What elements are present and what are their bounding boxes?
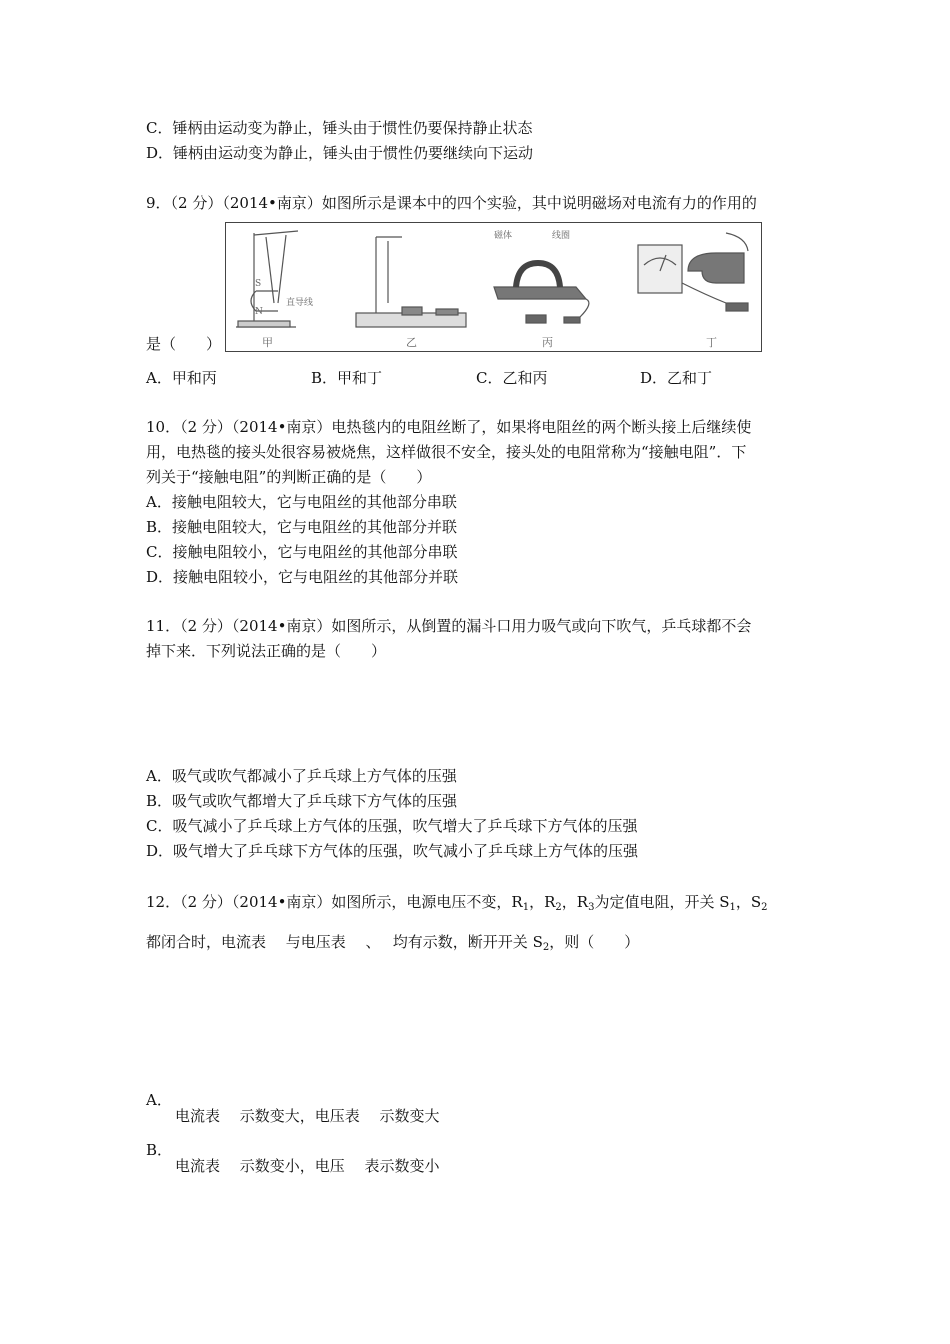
figure-text-s-pole: S: [255, 279, 262, 289]
q9-option-c: C．乙和丙: [476, 369, 548, 387]
figure-label-jia: 甲: [262, 336, 273, 349]
figure-text-wire: 直导线: [286, 298, 314, 308]
q11-option-a: A．吸气或吹气都减小了乒乓球上方气体的压强: [146, 767, 457, 785]
q12-option-a-text: 电流表 示数变大，电压表 示数变大: [175, 1107, 440, 1125]
q10-line-3: 列关于“接触电阻”的判断正确的是（ ）: [146, 468, 432, 486]
q9-stem: 9．（2 分）（2014•南京）如图所示是课本中的四个实验，其中说明磁场对电流有力的作用的: [146, 194, 757, 212]
q11-option-b: B．吸气或吹气都增大了乒乓球下方气体的压强: [146, 792, 458, 810]
q12-option-b-letter: B．: [146, 1141, 173, 1159]
q11-option-d: D．吸气增大了乒乓球下方气体的压强，吹气减小了乒乓球上方气体的压强: [146, 842, 639, 860]
figure-text-coil: 线圈: [552, 231, 571, 241]
q8-option-d: D．锤柄由运动变为静止，锤头由于惯性仍要继续向下运动: [146, 144, 534, 162]
q12-option-b-text: 电流表 示数变小，电压 表示数变小: [175, 1157, 440, 1175]
q11-line-2: 掉下来．下列说法正确的是（ ）: [146, 642, 387, 660]
q10-option-d: D．接触电阻较小，它与电阻丝的其他部分并联: [146, 568, 459, 586]
experiment-illustration: [226, 223, 761, 351]
figure-label-ding: 丁: [706, 336, 717, 349]
q8-option-c: C．锤柄由运动变为静止，锤头由于惯性仍要保持静止状态: [146, 119, 533, 137]
q9-option-d: D．乙和丁: [640, 369, 713, 387]
q12-line-1: 12．（2 分）（2014•南京）如图所示，电源电压不变，$R_1$，$R_2$，$R_3$为定值电阻，开关 $S_1$，$S_2$: [146, 893, 768, 913]
q10-line-1: 10．（2 分）（2014•南京）电热毯内的电阻丝断了，如果将电阻丝的两个断头接上后继续使: [146, 418, 752, 436]
q10-option-c: C．接触电阻较小，它与电阻丝的其他部分串联: [146, 543, 458, 561]
q11-option-c: C．吸气减小了乒乓球上方气体的压强，吹气增大了乒乓球下方气体的压强: [146, 817, 638, 835]
figure-label-yi: 乙: [406, 336, 417, 349]
q9-stem-end: 是（ ）: [146, 335, 222, 353]
figure-text-magnet: 磁体: [494, 231, 513, 241]
figure-label-bing: 丙: [542, 336, 553, 349]
q10-line-2: 用，电热毯的接头处很容易被烧焦，这样做很不安全，接头处的电阻常称为“接触电阻”．下: [146, 443, 747, 461]
q9-option-a: A．甲和丙: [146, 369, 217, 387]
q9-options: [146, 368, 746, 388]
q10-option-a: A．接触电阻较大，它与电阻丝的其他部分串联: [146, 493, 457, 511]
q11-line-1: 11．（2 分）（2014•南京）如图所示，从倒置的漏斗口用力吸气或向下吹气，乒乓球都不会: [146, 617, 752, 635]
q10-option-b: B．接触电阻较大，它与电阻丝的其他部分并联: [146, 518, 458, 536]
q9-experiment-figure: [225, 222, 762, 352]
q9-option-b: B．甲和丁: [311, 369, 383, 387]
figure-text-n-pole: N: [255, 307, 263, 317]
q12-option-a-letter: A．: [146, 1091, 172, 1109]
q12-line-2: 都闭合时，电流表 与电压表 、 均有示数，断开开关 $S_2$，则（ ）: [146, 933, 640, 953]
